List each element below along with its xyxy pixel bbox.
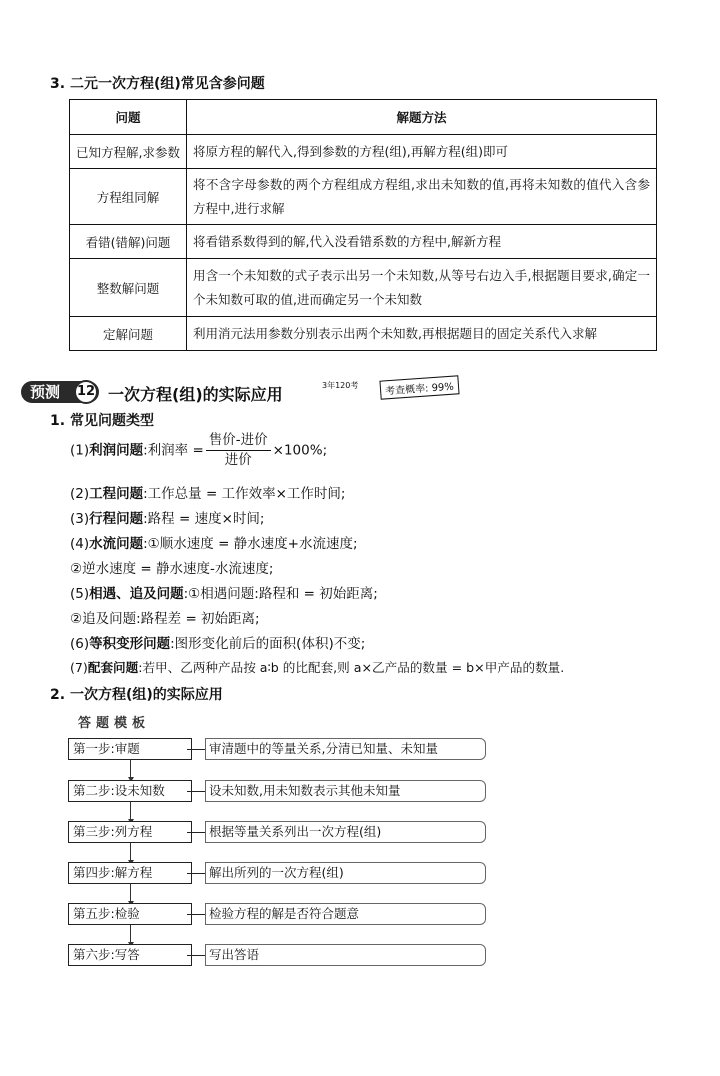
flow-connector — [130, 884, 131, 902]
table-cell-method: 将不含字母参数的两个方程组成方程组,求出未知数的值,再将未知数的值代入含参方程中,进行求解 — [187, 169, 657, 225]
type-line-current-2 — [70, 557, 273, 577]
line-prefix: (5) — [70, 586, 90, 602]
profit-fraction — [206, 432, 271, 469]
line-prefix: (1) — [70, 442, 90, 459]
predict-label: 预测 — [30, 383, 61, 401]
line-text: :利润率 = — [143, 442, 204, 459]
step-4-box: 第四步:解方程 — [68, 862, 192, 884]
line-term: 行程问题 — [89, 511, 144, 527]
line-text: :工作总量 = 工作效率×工作时间; — [143, 486, 346, 502]
line-term: 工程问题 — [89, 486, 144, 502]
sub-1-number: 1. — [50, 413, 66, 429]
flow-connector — [130, 802, 131, 820]
table-row — [70, 259, 657, 317]
flow-connector — [130, 843, 131, 861]
type-line-meet-chase — [70, 582, 378, 602]
step-5-desc: 检验方程的解是否符合题意 — [205, 903, 486, 925]
sub-2-number: 2. — [50, 687, 66, 703]
type-line-chase — [70, 607, 260, 627]
flow-connector — [130, 760, 131, 778]
line-prefix: (2) — [70, 486, 90, 502]
section-3-heading — [50, 73, 265, 93]
line-prefix: (4) — [70, 536, 90, 552]
section-3-title: 二元一次方程(组)常见含参问题 — [70, 76, 265, 92]
step-connector — [187, 955, 205, 956]
predict-title: 一次方程(组)的实际应用 — [108, 385, 283, 404]
step-2-box: 第二步:设未知数 — [68, 780, 192, 802]
line-term: 利润问题 — [89, 442, 144, 459]
type-line-profit — [70, 432, 327, 469]
line-text: :路程 = 速度×时间; — [143, 511, 265, 527]
step-5-box: 第五步:检验 — [68, 903, 192, 925]
table-cell-method: 利用消元法用参数分别表示出两个未知数,再根据题目的固定关系代入求解 — [187, 317, 657, 351]
step-connector — [187, 791, 205, 792]
table-cell-problem: 定解问题 — [70, 317, 187, 351]
table-row — [70, 135, 657, 169]
line-prefix: (7) — [70, 660, 88, 675]
fraction-numerator: 售价-进价 — [206, 432, 271, 451]
step-4-desc: 解出所列的一次方程(组) — [205, 862, 486, 884]
line-text: ×100%; — [272, 442, 328, 459]
step-connector — [187, 832, 205, 833]
type-line-work — [70, 482, 345, 502]
type-line-current — [70, 532, 358, 552]
line-term: 配套问题 — [87, 660, 139, 675]
type-line-matching — [70, 657, 564, 676]
table-cell-problem: 方程组同解 — [70, 169, 187, 225]
line-term: 等积变形问题 — [89, 636, 171, 652]
line-term: 相遇、追及问题 — [89, 586, 184, 602]
section-3-number: 3. — [50, 76, 66, 92]
line-text: ②逆水速度 = 静水速度-水流速度; — [70, 561, 274, 577]
flow-connector — [130, 925, 131, 943]
table-cell-method: 用含一个未知数的式子表示出另一个未知数,从等号右边入手,根据题目要求,确定一个未知数可取的值,进而确定另一个未知数 — [187, 259, 657, 317]
fraction-denominator: 进价 — [224, 452, 252, 468]
sub-2-heading — [50, 684, 223, 704]
line-term: 水流问题 — [89, 536, 144, 552]
line-text: :若甲、乙两种产品按 a∶b 的比配套,则 a×乙产品的数量 = b×甲产品的数量. — [138, 660, 565, 675]
line-text: :①相遇问题:路程和 = 初始距离; — [183, 586, 378, 602]
step-6-desc: 写出答语 — [205, 944, 486, 966]
step-3-desc: 根据等量关系列出一次方程(组) — [205, 821, 486, 843]
exam-frequency: 3年120考 — [322, 381, 359, 390]
line-prefix: (6) — [70, 636, 90, 652]
line-text: ②追及问题:路程差 = 初始距离; — [70, 611, 260, 627]
type-line-equal-volume — [70, 632, 365, 652]
table-cell-method: 将原方程的解代入,得到参数的方程(组),再解方程(组)即可 — [187, 135, 657, 169]
param-problems-table — [69, 99, 657, 351]
table-header-problem: 问题 — [70, 100, 187, 135]
step-2-desc: 设未知数,用未知数表示其他未知量 — [205, 780, 486, 802]
table-row — [70, 225, 657, 259]
step-1-desc: 审清题中的等量关系,分清已知量、未知量 — [205, 738, 486, 760]
sub-2-title: 一次方程(组)的实际应用 — [70, 687, 223, 703]
predict-number: 12 — [74, 380, 98, 404]
table-row — [70, 169, 657, 225]
table-header-row — [70, 100, 657, 135]
template-title: 答题模板 — [78, 716, 151, 731]
table-header-method: 解题方法 — [187, 100, 657, 135]
line-text: :图形变化前后的面积(体积)不变; — [170, 636, 366, 652]
step-3-box: 第三步:列方程 — [68, 821, 192, 843]
step-1-box: 第一步:审题 — [68, 738, 192, 760]
step-6-box: 第六步:写答 — [68, 944, 192, 966]
line-prefix: (3) — [70, 511, 90, 527]
sub-1-title: 常见问题类型 — [70, 413, 154, 429]
table-cell-problem: 看错(错解)问题 — [70, 225, 187, 259]
step-connector — [187, 873, 205, 874]
table-cell-problem: 整数解问题 — [70, 259, 187, 317]
table-row — [70, 317, 657, 351]
table-cell-method: 将看错系数得到的解,代入没看错系数的方程中,解新方程 — [187, 225, 657, 259]
probability-stamp: 考查概率: 99% — [379, 375, 459, 399]
step-connector — [187, 914, 205, 915]
line-text: :①顺水速度 = 静水速度+水流速度; — [143, 536, 358, 552]
step-connector — [187, 749, 205, 750]
type-line-travel — [70, 507, 264, 527]
sub-1-heading — [50, 410, 154, 430]
table-cell-problem: 已知方程解,求参数 — [70, 135, 187, 169]
